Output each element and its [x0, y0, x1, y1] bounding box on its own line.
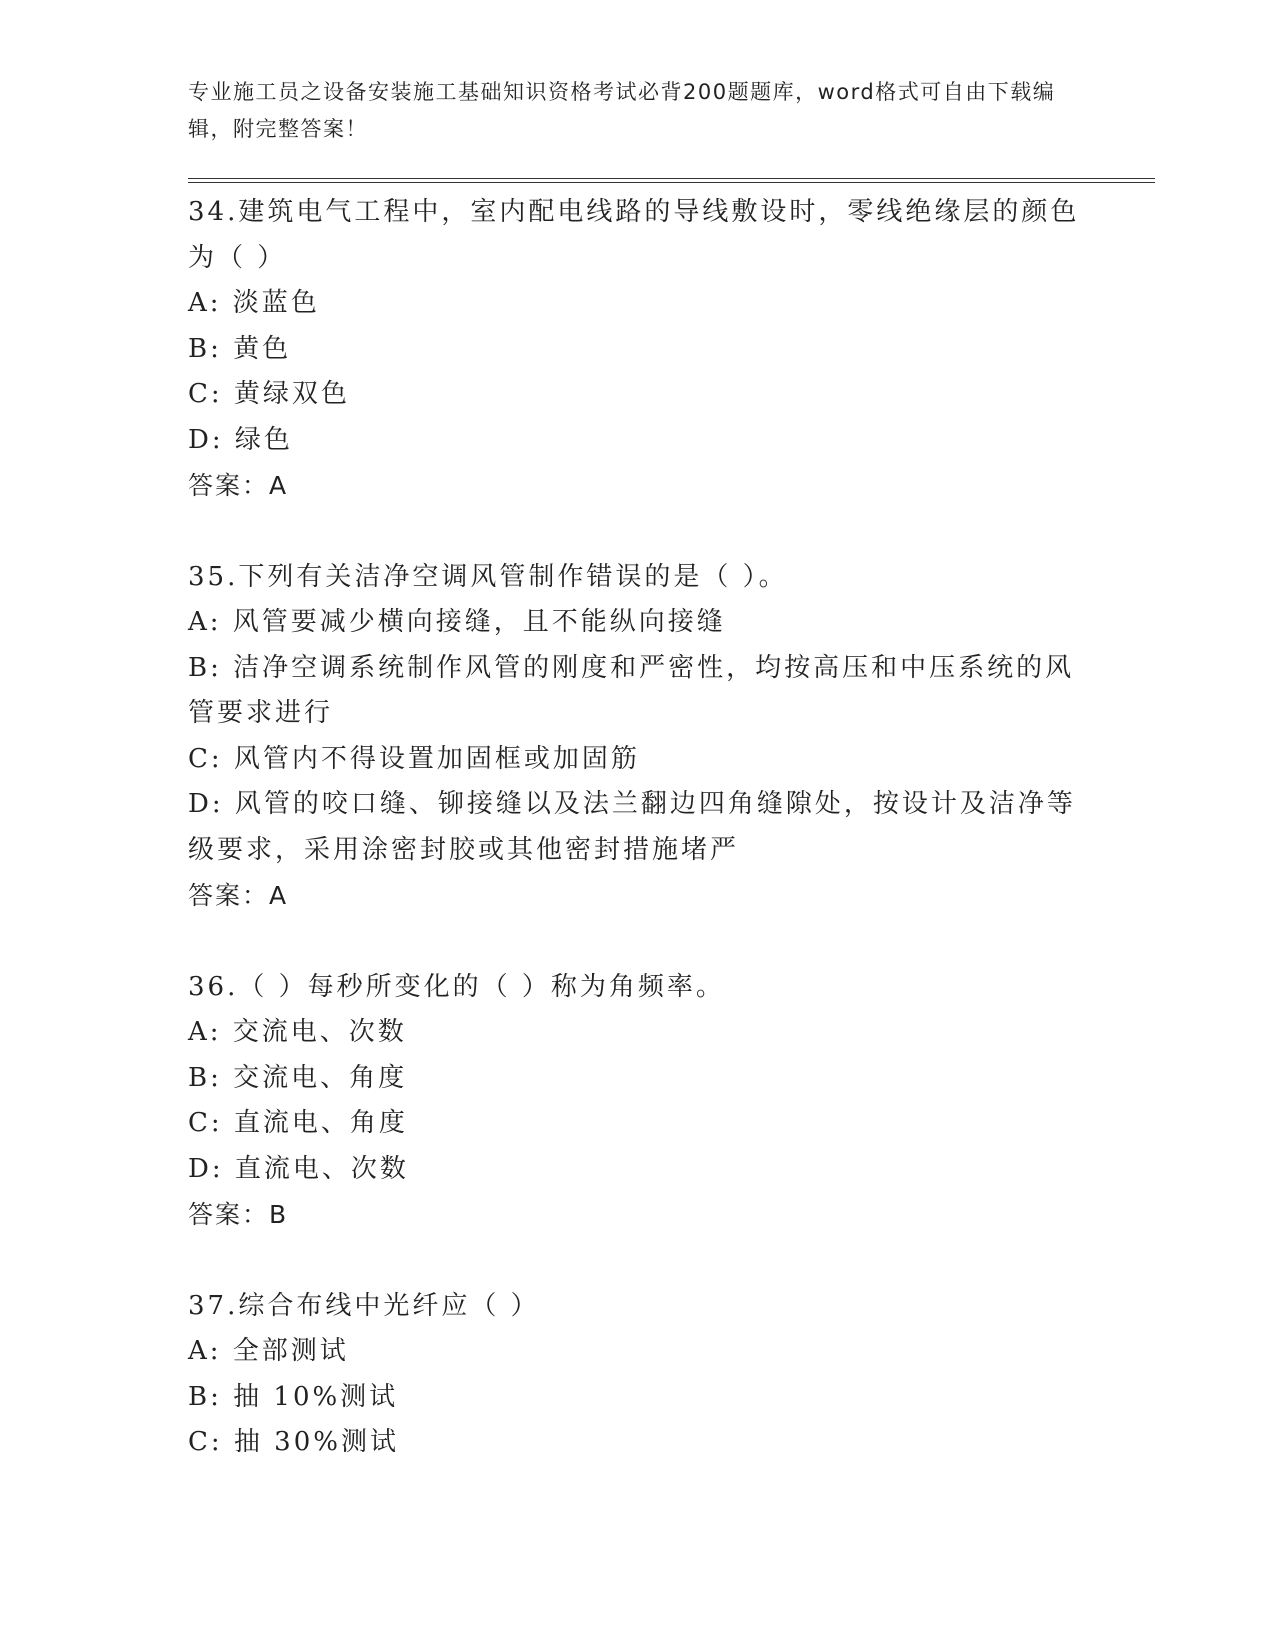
- option-a: A: 交流电、次数: [188, 1017, 407, 1047]
- option-c: C: 直流电、角度: [188, 1108, 408, 1138]
- header-divider: [188, 178, 1155, 183]
- question-34: [188, 190, 1088, 509]
- question-stem: 36.（ ）每秒所变化的（ ）称为角频率。: [188, 971, 725, 1002]
- question-36: [188, 965, 1088, 1238]
- option-b: B: 黄色: [188, 333, 292, 364]
- option-d: D: 绿色: [188, 424, 293, 455]
- question-stem: 34.建筑电气工程中，室内配电线路的导线敷设时，零线绝缘层的颜色为（ ）: [188, 197, 1080, 273]
- answer-line: 答案：A: [188, 471, 289, 500]
- option-d: D: 风管的咬口缝、铆接缝以及法兰翻边四角缝隙处，按设计及洁净等级要求，采用涂密封胶或其他密封措施堵严: [188, 789, 1076, 865]
- header-text: 专业施工员之设备安装施工基础知识资格考试必背200题题库，word格式可自由下载编辑，附完整答案！: [188, 80, 1056, 141]
- question-37: [188, 1284, 1088, 1466]
- option-d: D: 直流电、次数: [188, 1153, 409, 1184]
- option-c: C: 风管内不得设置加固框或加固筋: [188, 743, 640, 774]
- question-stem: 35.下列有关洁净空调风管制作错误的是（ ）。: [188, 561, 788, 592]
- option-c: C: 黄绿双色: [188, 379, 350, 409]
- question-35: [188, 555, 1088, 919]
- option-b: B: 洁净空调系统制作风管的刚度和严密性，均按高压和中压系统的风管要求进行: [188, 652, 1075, 728]
- answer-line: 答案：B: [188, 1200, 289, 1229]
- question-stem: 37.综合布线中光纤应（ ）: [188, 1290, 540, 1321]
- answer-line: 答案：A: [188, 881, 289, 910]
- document-header: [188, 74, 1068, 148]
- option-a: A: 全部测试: [188, 1336, 349, 1366]
- option-a: A: 淡蓝色: [188, 288, 320, 318]
- option-c: C: 抽 30%测试: [188, 1427, 399, 1457]
- option-b: B: 抽 10%测试: [188, 1381, 399, 1412]
- option-a: A: 风管要减少横向接缝，且不能纵向接缝: [188, 607, 726, 637]
- question-list: [188, 190, 1088, 1512]
- option-b: B: 交流电、角度: [188, 1062, 408, 1093]
